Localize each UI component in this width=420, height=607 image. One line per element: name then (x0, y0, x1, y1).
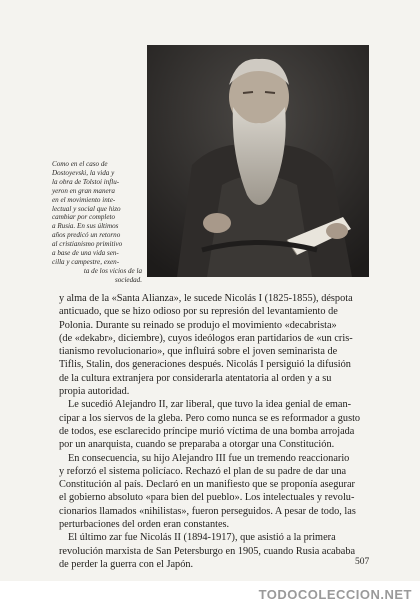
caption-line: yeron en gran manera (52, 186, 115, 195)
body-line: Tiflis, Stalin, dos generaciones después. Nicolás I persiguió la difusión (59, 359, 351, 371)
body-line: Polonia. Durante su reinado se produjo el movimiento «decabrista» (59, 319, 337, 331)
body-line: cipar a los siervos de la gleba. Pero como nunca se es reformador a gusto (59, 412, 361, 424)
caption-line: a base de una vida sen- (52, 249, 119, 258)
body-line: revolución marxista de San Petersburgo en 1905, cuando Rusia acababa (59, 545, 356, 557)
caption-line: Dostoyevski, la vida y (52, 168, 115, 177)
caption-line: Como en el caso de (52, 160, 108, 168)
body-line: cionarios llamados «nihilistas», fueron perseguidos. A pesar de todo, las (59, 505, 356, 517)
body-line: de la cultura extranjera por considerarla atentatoria al orden y a su (59, 372, 332, 384)
body-line: perturbaciones del orden eran constantes. (59, 519, 230, 531)
body-line: el gobierno absoluto «para bien del pueblo». Los intelectuales y revolu- (59, 492, 355, 504)
photo-caption (52, 160, 142, 285)
caption-line: a Rusia. En sus últimos (52, 222, 119, 231)
body-line: y alma de la «Santa Alianza», le sucede Nicolás I (1825-1855), déspota (59, 293, 353, 304)
watermark-text: TODOCOLECCION.NET (258, 587, 412, 602)
body-line: propia autoridad. (59, 386, 130, 398)
caption-line: la obra de Tolstoi influ- (52, 177, 120, 186)
caption-line: ta de los vicios de la (83, 266, 142, 275)
body-text (59, 292, 376, 571)
body-line: En consecuencia, su hijo Alejandro III fue un tremendo reaccionario (68, 452, 350, 464)
body-line: y reforzó el sistema policíaco. Rechazó el plan de su padre de dar una (59, 465, 347, 477)
body-line: (de «dekabr», diciembre), cuyos ideólogos eran partidarios de «un cris- (59, 332, 353, 344)
caption-line: al cristianismo primitivo (52, 240, 123, 249)
caption-line: lectual y social que hizo (52, 204, 121, 213)
tolstoy-portrait-photo (147, 45, 369, 277)
body-line: tianismo revolucionario», que influirá sobre el joven seminarista de (59, 346, 338, 358)
caption-line: cambiar por completo (52, 213, 116, 222)
caption-line: cilla y campestre, exen- (52, 257, 120, 266)
body-line: anticuado, que se hizo odioso por su represión del levantamiento de (59, 306, 338, 318)
body-line: Le sucedió Alejandro II, zar liberal, que tuvo la idea genial de eman- (68, 399, 352, 411)
caption-line: en el movimiento inte- (52, 195, 116, 204)
watermark-bar (0, 581, 420, 607)
body-line: de todos, ese esclarecido príncipe murió víctima de una bomba arrojada (59, 425, 355, 437)
caption-line: sociedad. (115, 275, 142, 284)
body-line: de perder la guerra con el Japón. (59, 558, 194, 570)
page-number: 507 (355, 557, 370, 567)
body-line: Constitución al país. Declaró en un manifiesto que se proponía asegurar (59, 479, 355, 491)
body-line: El último zar fue Nicolás II (1894-1917), que asistió a la primera (68, 532, 336, 544)
body-line: por un anarquista, cuando se preparaba a otorgar una Constitución. (59, 439, 335, 451)
portrait-image (147, 45, 369, 277)
caption-line: años predicó un retorno (52, 231, 121, 240)
